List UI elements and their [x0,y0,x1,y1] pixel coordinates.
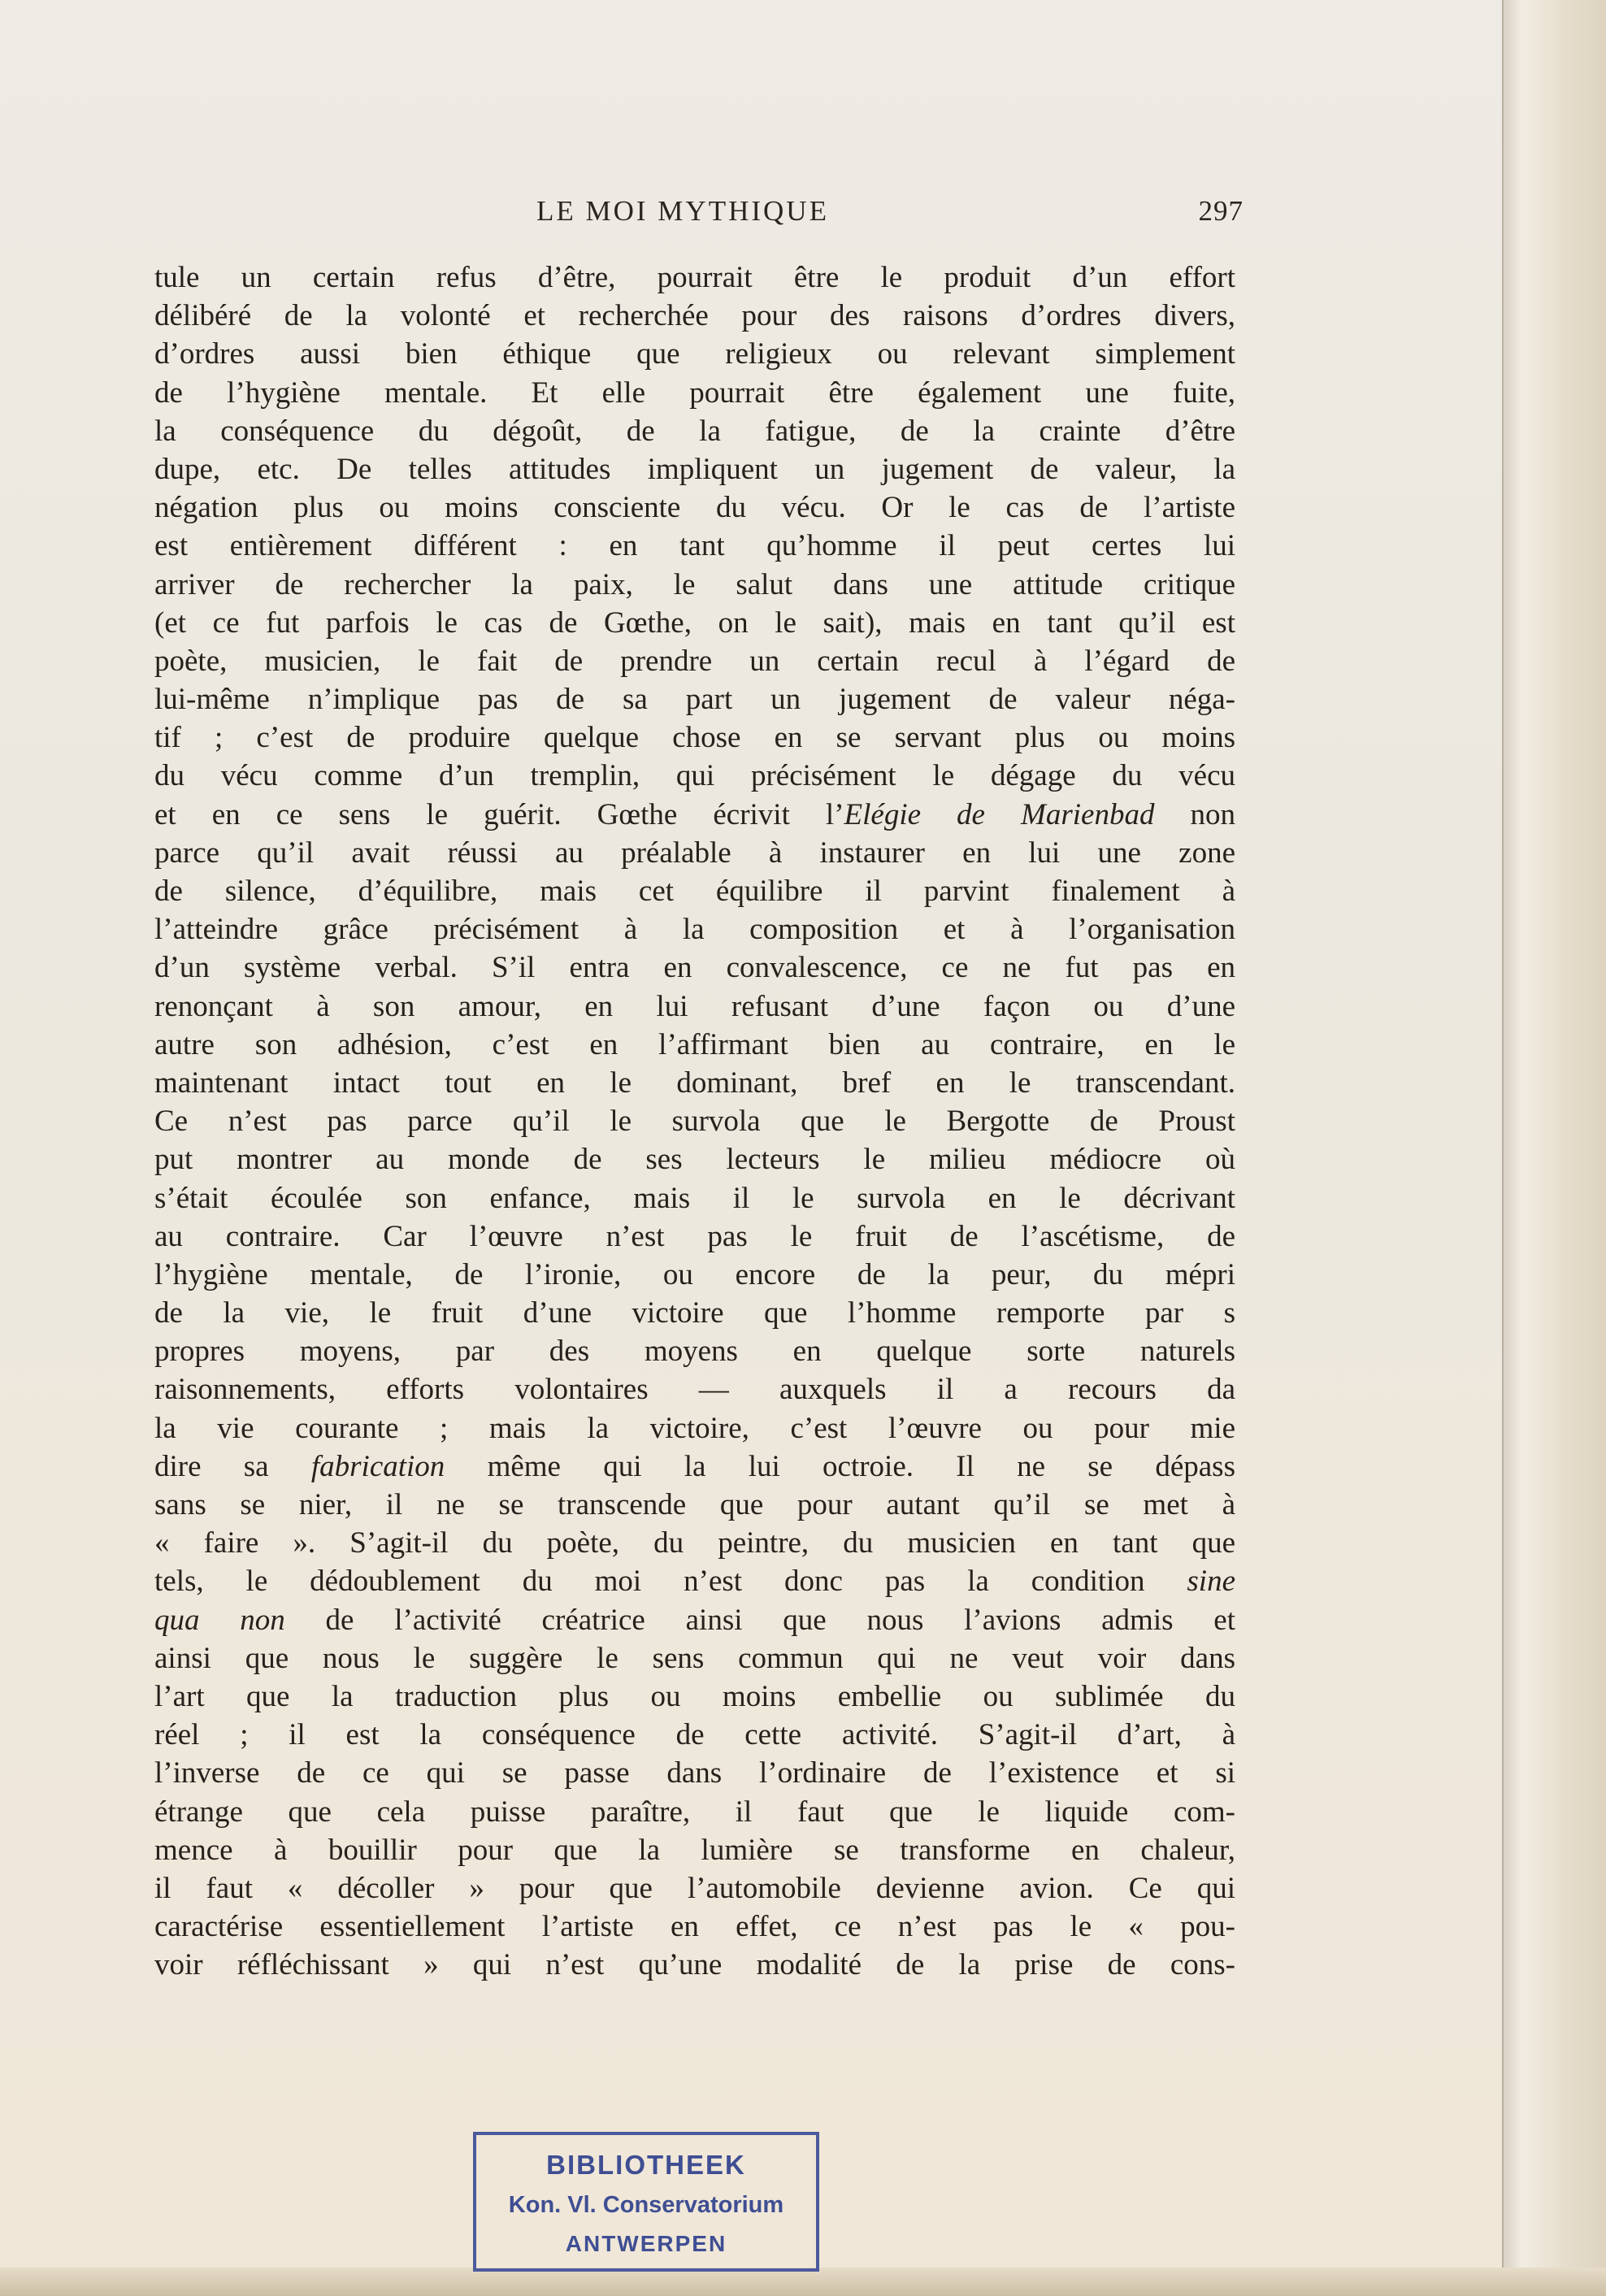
text-line: l’hygiène mentale, de l’ironie, ou encore de la peur, du mépri [154,1257,1235,1291]
text-line: dupe, etc. De telles attitudes impliquent un jugement de valeur, la [154,452,1235,486]
text-line-sine [154,1562,1235,1600]
text-segment: non [1154,797,1235,831]
text-line: d’ordres aussi bien éthique que religieux ou relevant simplement [154,337,1235,371]
text-line: la vie courante ; mais la victoire, c’est l’œuvre ou pour mie [154,1411,1235,1445]
text-segment: et en ce sens le guérit. Gœthe écrivit l’ [154,797,844,831]
italic-word-sine: sine [1187,1565,1235,1599]
text-line: l’art que la traduction plus ou moins embellie ou sublimée du [154,1679,1235,1713]
text-line: négation plus ou moins consciente du vécu. Or le cas de l’artiste [154,491,1235,525]
text-line: Ce n’est pas parce qu’il le survola que le Bergotte de Proust [154,1105,1235,1139]
text-line: mence à bouillir pour que la lumière se transforme en chaleur, [154,1833,1235,1867]
text-line: caractérise essentiellement l’artiste en effet, ce n’est pas le « pou- [154,1910,1235,1944]
text-line: d’un système verbal. S’il entra en convalescence, ce ne fut pas en [154,951,1235,985]
italic-title-elegie: Elégie de Marienbad [844,797,1155,831]
text-line: voir réfléchissant » qui n’est qu’une modalité de la prise de cons- [154,1948,1235,1982]
text-line: est entièrement différent : en tant qu’homme il peut certes lui [154,529,1235,563]
text-line-fabrication [154,1447,1235,1486]
stamp-line-city: ANTWERPEN [565,2231,727,2256]
text-line: put montrer au monde de ses lecteurs le milieu médiocre où [154,1143,1235,1177]
text-line: étrange que cela puisse paraître, il faut que le liquide com- [154,1795,1235,1829]
text-line: ainsi que nous le suggère le sens commun qui ne veut voir dans [154,1641,1235,1675]
text-line: l’atteindre grâce précisément à la composition et à l’organisation [154,913,1235,947]
text-line: tule un certain refus d’être, pourrait être le produit d’un effort [154,261,1235,294]
text-line: arriver de rechercher la paix, le salut dans une attitude critique [154,567,1235,601]
italic-word-fabrication: fabrication [310,1449,445,1483]
stamp-line-library: BIBLIOTHEEK [546,2150,746,2180]
text-line: parce qu’il avait réussi au préalable à instaurer en lui une zone [154,836,1235,870]
text-line-qua-non [154,1601,1235,1639]
text-line: maintenant intact tout en le dominant, bref en le transcendant. [154,1066,1235,1100]
text-line: réel ; il est la conséquence de cette activité. S’agit-il d’art, à [154,1718,1235,1752]
text-line: du vécu comme d’un tremplin, qui précisément le dégage du vécu [154,759,1235,793]
text-line: « faire ». S’agit-il du poète, du peintre, du musicien en tant que [154,1526,1235,1560]
text-segment: de l’activité créatrice ainsi que nous l’avions admis et [284,1603,1235,1637]
text-line: autre son adhésion, c’est en l’affirmant bien au contraire, en le [154,1027,1235,1061]
text-line: sans se nier, il ne se transcende que pour autant qu’il se met à [154,1488,1235,1521]
text-line: s’était écoulée son enfance, mais il le survola en le décrivant [154,1181,1235,1215]
bottom-shadow [0,2268,1606,2296]
text-line: de la vie, le fruit d’une victoire que l’homme remporte par s [154,1296,1235,1330]
text-line: (et ce fut parfois le cas de Gœthe, on le sait), mais en tant qu’il est [154,605,1235,640]
body-text [154,258,1235,1984]
running-title: LE MOI MYTHIQUE [536,195,829,227]
text-line: la conséquence du dégoût, de la fatigue, de la crainte d’être [154,414,1235,448]
italic-phrase-qua-non: qua non [154,1603,285,1637]
text-line: poète, musicien, le fait de prendre un certain recul à l’égard de [154,644,1235,678]
running-head [536,195,1244,236]
text-segment: dire sa [154,1449,311,1483]
text-segment: même qui la lui octroie. Il ne se dépass [445,1449,1235,1483]
page-edge-stack [1504,0,1606,2296]
text-line: propres moyens, par des moyens en quelque sorte naturels [154,1335,1235,1369]
stamp-line-institution: Kon. Vl. Conservatorium [508,2192,784,2218]
page-number: 297 [1198,195,1244,227]
text-line-elegie [154,796,1235,834]
text-line: de silence, d’équilibre, mais cet équilibre il parvint finalement à [154,875,1235,908]
text-line: de l’hygiène mentale. Et elle pourrait être également une fuite, [154,375,1235,410]
text-line: lui-même n’implique pas de sa part un jugement de valeur néga- [154,683,1235,717]
text-line: au contraire. Car l’œuvre n’est pas le fruit de l’ascétisme, de [154,1219,1235,1253]
text-segment: tels, le dédoublement du moi n’est donc pas la condition [154,1565,1187,1599]
library-stamp [473,2132,819,2272]
text-line: raisonnements, efforts volontaires — auxquels il a recours da [154,1373,1235,1407]
text-line: l’inverse de ce qui se passe dans l’ordinaire de l’existence et si [154,1756,1235,1790]
text-line: tif ; c’est de produire quelque chose en se servant plus ou moins [154,721,1235,755]
text-line: il faut « décoller » pour que l’automobile devienne avion. Ce qui [154,1871,1235,1905]
text-line: renonçant à son amour, en lui refusant d’une façon ou d’une [154,989,1235,1023]
text-line: délibéré de la volonté et recherchée pour des raisons d’ordres divers, [154,299,1235,333]
